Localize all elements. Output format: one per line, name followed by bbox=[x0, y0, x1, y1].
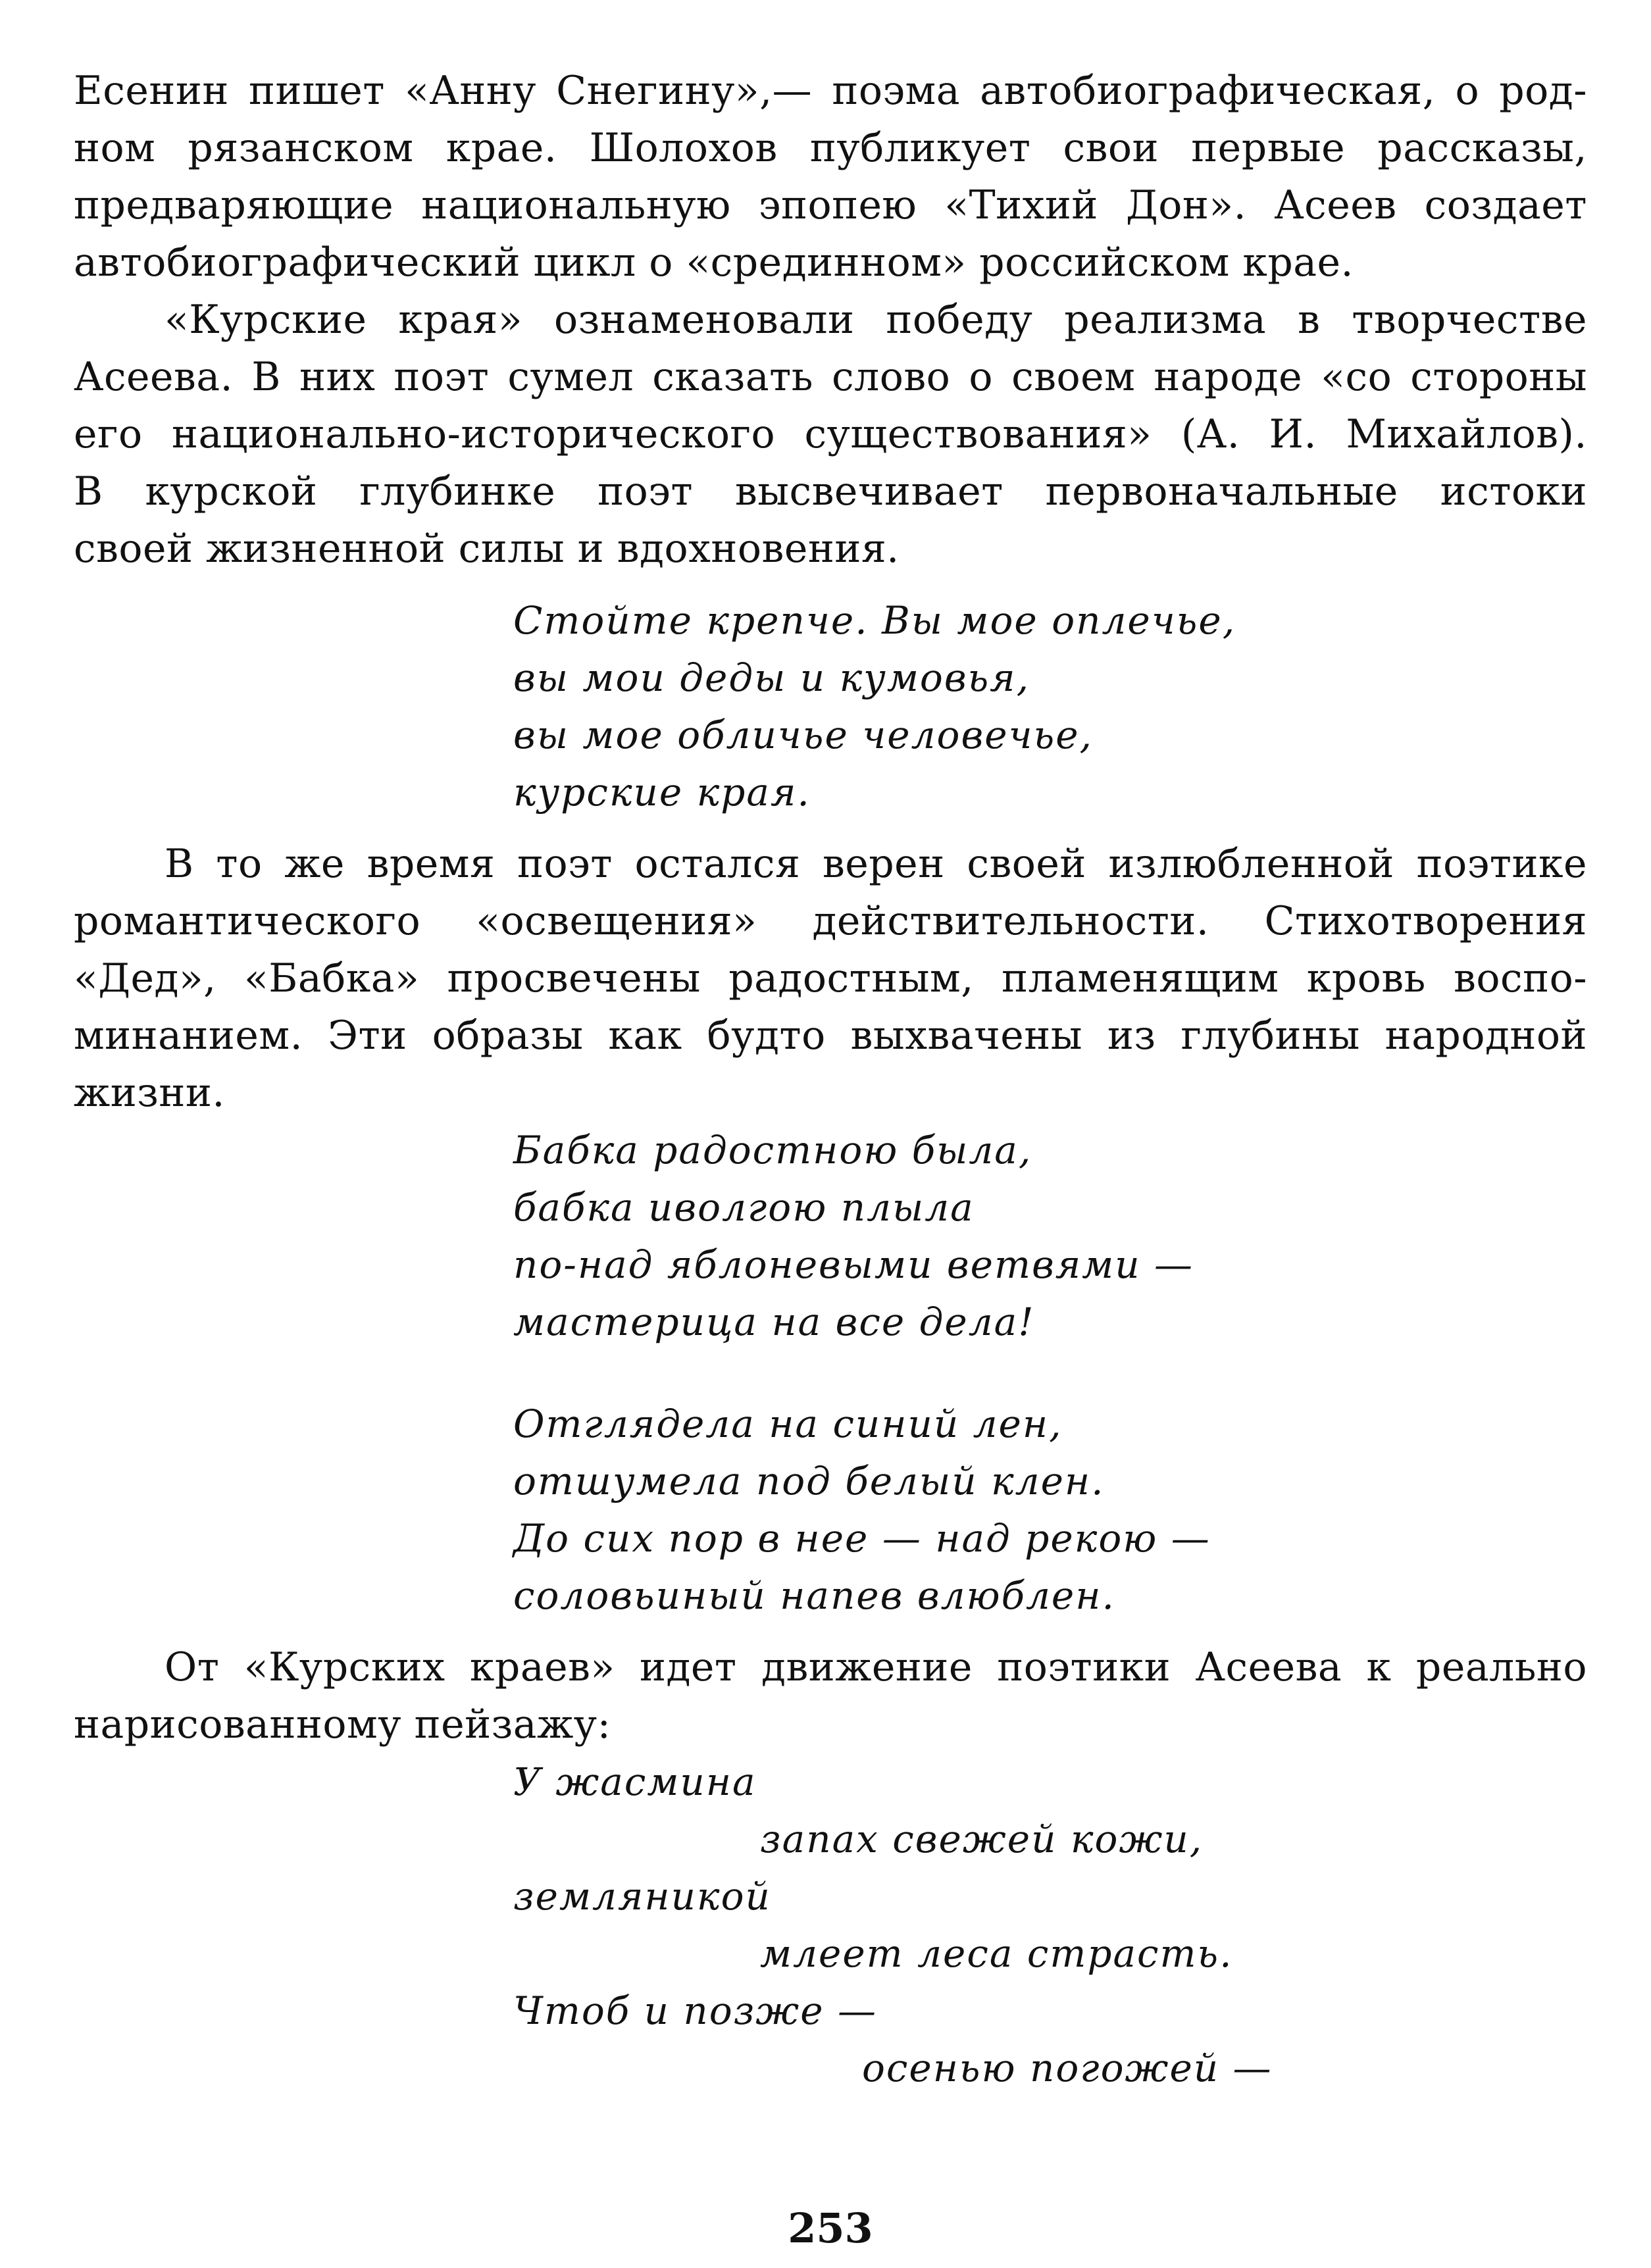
text-line: его национально-исторического существования» (А. И. Михайлов). bbox=[74, 411, 1587, 457]
text-line: своей жизненной силы и вдохновения. bbox=[74, 526, 900, 572]
paragraph-3 bbox=[74, 836, 1587, 1122]
poem-line: курские края. bbox=[513, 770, 811, 815]
poem-line: бабка иволгою плыла bbox=[513, 1185, 975, 1230]
poem-line: До сих пор в нее — над рекою — bbox=[513, 1516, 1211, 1561]
text-line: предваряющие национальную эпопею «Тихий Дон». Асеев создает bbox=[74, 182, 1587, 228]
paragraph-4 bbox=[74, 1639, 1587, 1753]
poem-line: осенью погожей — bbox=[862, 2046, 1273, 2090]
poem-line: запах свежей кожи, bbox=[760, 1817, 1204, 1861]
paragraph-2 bbox=[74, 291, 1587, 578]
stanza-break bbox=[513, 1351, 1587, 1396]
poem-line: соловьиный напев влюблен. bbox=[513, 1573, 1115, 1618]
poem-line: Стойте крепче. Вы мое оплечье, bbox=[513, 598, 1236, 643]
poem-quote-2 bbox=[74, 1122, 1587, 1625]
poem-line: Чтоб и позже — bbox=[513, 1988, 877, 2033]
poem-line: вы мои деды и кумовья, bbox=[513, 655, 1030, 700]
book-page bbox=[74, 63, 1587, 2252]
text-line: Асеева. В них поэт сумел сказать слово о своем народе «со стороны bbox=[74, 354, 1587, 400]
text-line: В то же время поэт остался верен своей излюбленной поэтике bbox=[165, 841, 1587, 887]
poem-line: Отглядела на синий лен, bbox=[513, 1401, 1063, 1446]
poem-quote-1 bbox=[74, 592, 1587, 821]
poem-quote-3 bbox=[74, 1753, 1587, 2097]
text-line: В курской глубинке поэт высвечивает первоначальные истоки bbox=[74, 468, 1587, 515]
text-line: ном рязанском крае. Шолохов публикует свои первые рассказы, bbox=[74, 125, 1587, 171]
poem-line: земляникой bbox=[513, 1874, 771, 1919]
text-line: романтического «освещения» действительности. Стихотворения bbox=[74, 898, 1587, 944]
text-line: «Дед», «Бабка» просвечены радостным, пламенящим кровь воспо- bbox=[74, 955, 1587, 1001]
text-line: нарисованному пейзажу: bbox=[74, 1701, 611, 1748]
text-line: «Курские края» ознаменовали победу реализма в творчестве bbox=[165, 297, 1587, 343]
text-line: жизни. bbox=[74, 1070, 225, 1116]
poem-line: мастерица на все дела! bbox=[513, 1299, 1035, 1344]
text-line: минанием. Эти образы как будто выхвачены из глубины народной bbox=[74, 1013, 1587, 1059]
page-number: 253 bbox=[788, 2204, 873, 2252]
paragraph-1 bbox=[74, 63, 1587, 291]
text-line: Есенин пишет «Анну Снегину»,— поэма автобиографическая, о род- bbox=[74, 68, 1587, 114]
text-line: автобиографический цикл о «срединном» российском крае. bbox=[74, 239, 1354, 286]
poem-line: по-над яблоневыми ветвями — bbox=[513, 1242, 1194, 1287]
poem-line: У жасмина bbox=[513, 1759, 757, 1804]
poem-line: отшумела под белый клен. bbox=[513, 1459, 1105, 1503]
poem-line: вы мое обличье человечье, bbox=[513, 713, 1093, 757]
text-line: От «Курских краев» идет движение поэтики Асеева к реально bbox=[165, 1644, 1587, 1690]
poem-line: Бабка радостною была, bbox=[513, 1128, 1032, 1172]
poem-line: млеет леса страсть. bbox=[760, 1931, 1233, 1976]
